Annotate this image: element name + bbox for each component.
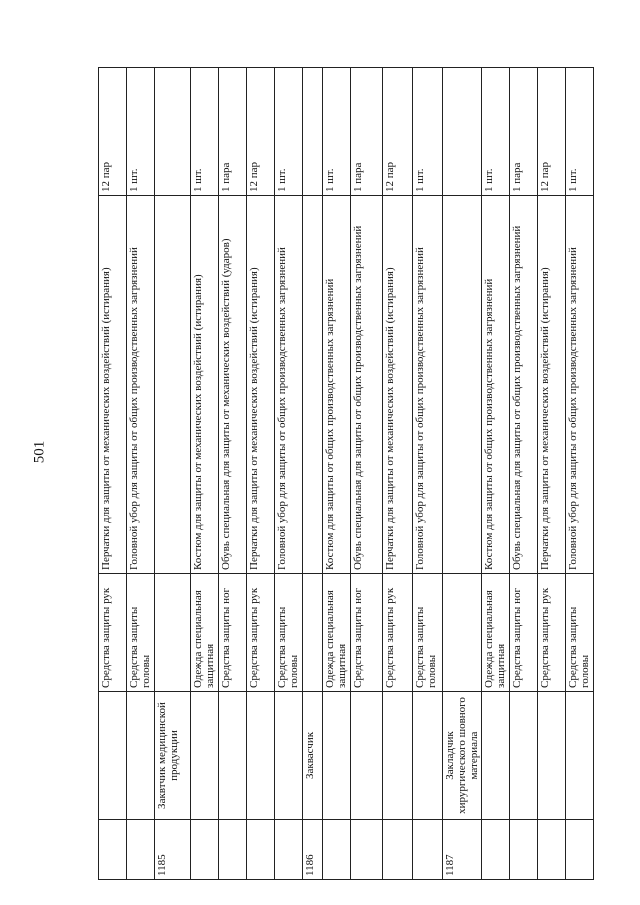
ppe-group-cell: Средства защиты ног [510,574,538,692]
table-row [275,68,303,880]
ppe-item-cell [155,196,191,574]
ppe-group-cell: Одежда специальная защитная [323,574,351,692]
profession-cell [383,692,413,820]
row-number-cell [127,820,155,880]
rotated-table-wrapper [98,68,591,880]
profession-cell [275,692,303,820]
profession-cell [538,692,566,820]
table-row [99,68,127,880]
ppe-group-cell: Одежда специальная защитная [482,574,510,692]
ppe-norms-table [98,67,594,880]
ppe-item-cell: Обувь специальная для защиты от общих производственных загрязнений [510,196,538,574]
row-number-cell [351,820,383,880]
table-row [383,68,413,880]
ppe-item-cell: Обувь специальная для защиты от механических воздействий (ударов) [219,196,247,574]
ppe-item-cell: Головной убор для защиты от общих производственных загрязнений [566,196,594,574]
row-number-cell: 1187 [443,820,482,880]
ppe-group-cell: Средства защиты ног [219,574,247,692]
ppe-item-cell: Перчатки для защиты от механических воздействий (истирания) [247,196,275,574]
ppe-item-cell: Перчатки для защиты от механических воздействий (истирания) [383,196,413,574]
table-row [566,68,594,880]
table-row [219,68,247,880]
profession-cell [351,692,383,820]
quantity-cell: 12 пар [247,68,275,196]
quantity-cell [303,68,323,196]
table-row [323,68,351,880]
table-row [191,68,219,880]
table-row [443,68,482,880]
profession-cell [99,692,127,820]
quantity-cell: 1 шт. [275,68,303,196]
ppe-item-cell: Костюм для защиты от механических воздействий (истирания) [191,196,219,574]
row-number-cell [323,820,351,880]
ppe-group-cell: Средства защиты головы [413,574,443,692]
ppe-group-cell: Средства защиты ног [351,574,383,692]
row-number-cell [99,820,127,880]
profession-cell: Закладчик хирургического шовного материала [443,692,482,820]
row-number-cell: 1186 [303,820,323,880]
quantity-cell: 1 шт. [191,68,219,196]
profession-cell: Заквтчик медицинской продукции [155,692,191,820]
profession-cell [323,692,351,820]
quantity-cell [443,68,482,196]
row-number-cell [383,820,413,880]
quantity-cell: 12 пар [538,68,566,196]
profession-cell [413,692,443,820]
row-number-cell [566,820,594,880]
quantity-cell: 12 пар [99,68,127,196]
table-row [351,68,383,880]
page-number: 501 [31,440,48,464]
quantity-cell: 12 пар [383,68,413,196]
quantity-cell: 1 шт. [482,68,510,196]
ppe-group-cell: Средства защиты рук [247,574,275,692]
ppe-item-cell [303,196,323,574]
table-row [510,68,538,880]
profession-cell [566,692,594,820]
table-body [99,68,594,880]
row-number-cell: 1185 [155,820,191,880]
quantity-cell: 1 пара [219,68,247,196]
profession-cell [127,692,155,820]
ppe-group-cell: Средства защиты головы [275,574,303,692]
ppe-item-cell: Обувь специальная для защиты от общих производственных загрязнений [351,196,383,574]
row-number-cell [247,820,275,880]
table-row [413,68,443,880]
ppe-group-cell: Средства защиты рук [99,574,127,692]
row-number-cell [275,820,303,880]
ppe-item-cell: Костюм для защиты от общих производственных загрязнений [482,196,510,574]
ppe-group-cell: Средства защиты головы [127,574,155,692]
table-row [247,68,275,880]
row-number-cell [413,820,443,880]
ppe-item-cell: Головной убор для защиты от общих производственных загрязнений [413,196,443,574]
quantity-cell: 1 пара [351,68,383,196]
ppe-item-cell: Костюм для защиты от общих производственных загрязнений [323,196,351,574]
row-number-cell [538,820,566,880]
ppe-item-cell: Перчатки для защиты от механических воздействий (истирания) [538,196,566,574]
table-row [538,68,566,880]
ppe-group-cell: Одежда специальная защитная [191,574,219,692]
ppe-group-cell [303,574,323,692]
ppe-item-cell: Головной убор для защиты от общих производственных загрязнений [275,196,303,574]
quantity-cell [155,68,191,196]
quantity-cell: 1 шт. [323,68,351,196]
table-row [155,68,191,880]
ppe-group-cell [155,574,191,692]
table-row [482,68,510,880]
row-number-cell [219,820,247,880]
profession-cell [219,692,247,820]
quantity-cell: 1 пара [510,68,538,196]
ppe-group-cell [443,574,482,692]
row-number-cell [482,820,510,880]
profession-cell: Заквасчик [303,692,323,820]
quantity-cell: 1 шт. [413,68,443,196]
profession-cell [191,692,219,820]
profession-cell [510,692,538,820]
table-row [303,68,323,880]
quantity-cell: 1 шт. [127,68,155,196]
quantity-cell: 1 шт. [566,68,594,196]
ppe-group-cell: Средства защиты головы [566,574,594,692]
ppe-group-cell: Средства защиты рук [538,574,566,692]
ppe-group-cell: Средства защиты рук [383,574,413,692]
row-number-cell [510,820,538,880]
profession-cell [482,692,510,820]
row-number-cell [191,820,219,880]
profession-cell [247,692,275,820]
ppe-item-cell: Головной убор для защиты от общих производственных загрязнений [127,196,155,574]
ppe-item-cell [443,196,482,574]
ppe-item-cell: Перчатки для защиты от механических воздействий (истирания) [99,196,127,574]
table-row [127,68,155,880]
